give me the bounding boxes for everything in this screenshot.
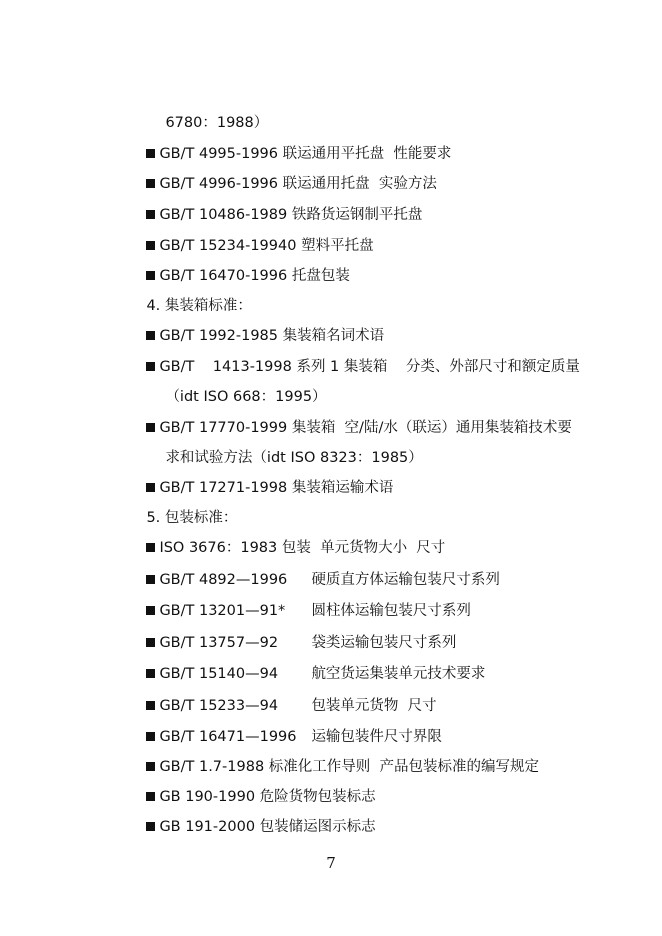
standard-title: 集装箱运输术语 bbox=[291, 480, 394, 496]
standard-code: GB/T 10486-1989 bbox=[159, 207, 288, 223]
standard-title: 袋类运输包装尺寸系列 bbox=[311, 635, 457, 651]
standard-title: 托盘包装 bbox=[291, 268, 350, 284]
standard-code: GB/T 1.7-1988 bbox=[159, 759, 265, 775]
standard-title: 联运通用平托盘 性能要求 bbox=[282, 146, 452, 162]
square-bullet-icon bbox=[146, 822, 155, 831]
line-text: 6780：1988） bbox=[165, 115, 269, 131]
standard-title: 包装 单元货物大小 尺寸 bbox=[281, 540, 446, 556]
standard-title: 铁路货运钢制平托盘 bbox=[291, 207, 423, 223]
standard-title: 运输包装件尺寸界限 bbox=[311, 729, 442, 745]
standard-title: 联运通用托盘 实验方法 bbox=[282, 176, 437, 192]
standard-title: 硬质直方体运输包装尺寸系列 bbox=[311, 572, 500, 588]
standard-title: 包装储运图示标志 bbox=[259, 819, 376, 835]
standard-title: 圆柱体运输包装尺寸系列 bbox=[311, 603, 471, 619]
standard-code: GB/T 4995-1996 bbox=[159, 146, 279, 162]
list-item bbox=[128, 797, 376, 857]
standard-title: 集装箱名词术语 bbox=[282, 328, 385, 344]
standard-code: GB/T 13757—92 bbox=[159, 635, 279, 651]
section-heading-text: 5. 包装标准： bbox=[146, 510, 238, 526]
standard-title: 标准化工作导则 产品包装标准的编写规定 bbox=[268, 759, 539, 775]
standard-title: 包装单元货物 尺寸 bbox=[311, 698, 437, 714]
standard-code: GB/T 15140—94 bbox=[159, 666, 279, 682]
line-text: 求和试验方法（idt ISO 8323：1985） bbox=[165, 450, 423, 466]
standard-code: GB 191-2000 bbox=[159, 819, 256, 835]
standard-title: 航空货运集装单元技术要求 bbox=[311, 666, 486, 682]
standard-code: GB 190-1990 bbox=[159, 789, 256, 805]
standard-code: GB/T 16470-1996 bbox=[159, 268, 288, 284]
standard-code: GB/T 4892—1996 bbox=[159, 572, 288, 588]
line-text: （idt ISO 668：1995） bbox=[165, 389, 327, 405]
standard-code: GB/T 15234-19940 bbox=[159, 238, 297, 254]
section-heading-text: 4. 集装箱标准： bbox=[146, 298, 252, 314]
standard-code: GB/T 13201—91* bbox=[159, 603, 286, 619]
standard-code: GB/T 17770-1999 bbox=[159, 420, 288, 436]
standard-title: 危险货物包装标志 bbox=[259, 789, 376, 805]
standard-code: GB/T 1992-1985 bbox=[159, 328, 279, 344]
page-number: 7 bbox=[326, 854, 336, 872]
standard-title: 塑料平托盘 bbox=[301, 238, 374, 254]
standard-code: GB/T 17271-1998 bbox=[159, 480, 288, 496]
standard-code: GB/T 1413-1998 bbox=[159, 359, 292, 375]
standard-code: ISO 3676：1983 bbox=[159, 540, 278, 556]
standard-code: GB/T 16471—1996 bbox=[159, 729, 297, 745]
standard-code: GB/T 4996-1996 bbox=[159, 176, 279, 192]
standard-title: 集装箱 空/陆/水（联运）通用集装箱技术要 bbox=[291, 420, 572, 436]
standard-title: 系列 1 集装箱 分类、外部尺寸和额定质量 bbox=[296, 359, 580, 375]
standard-code: GB/T 15233—94 bbox=[159, 698, 279, 714]
